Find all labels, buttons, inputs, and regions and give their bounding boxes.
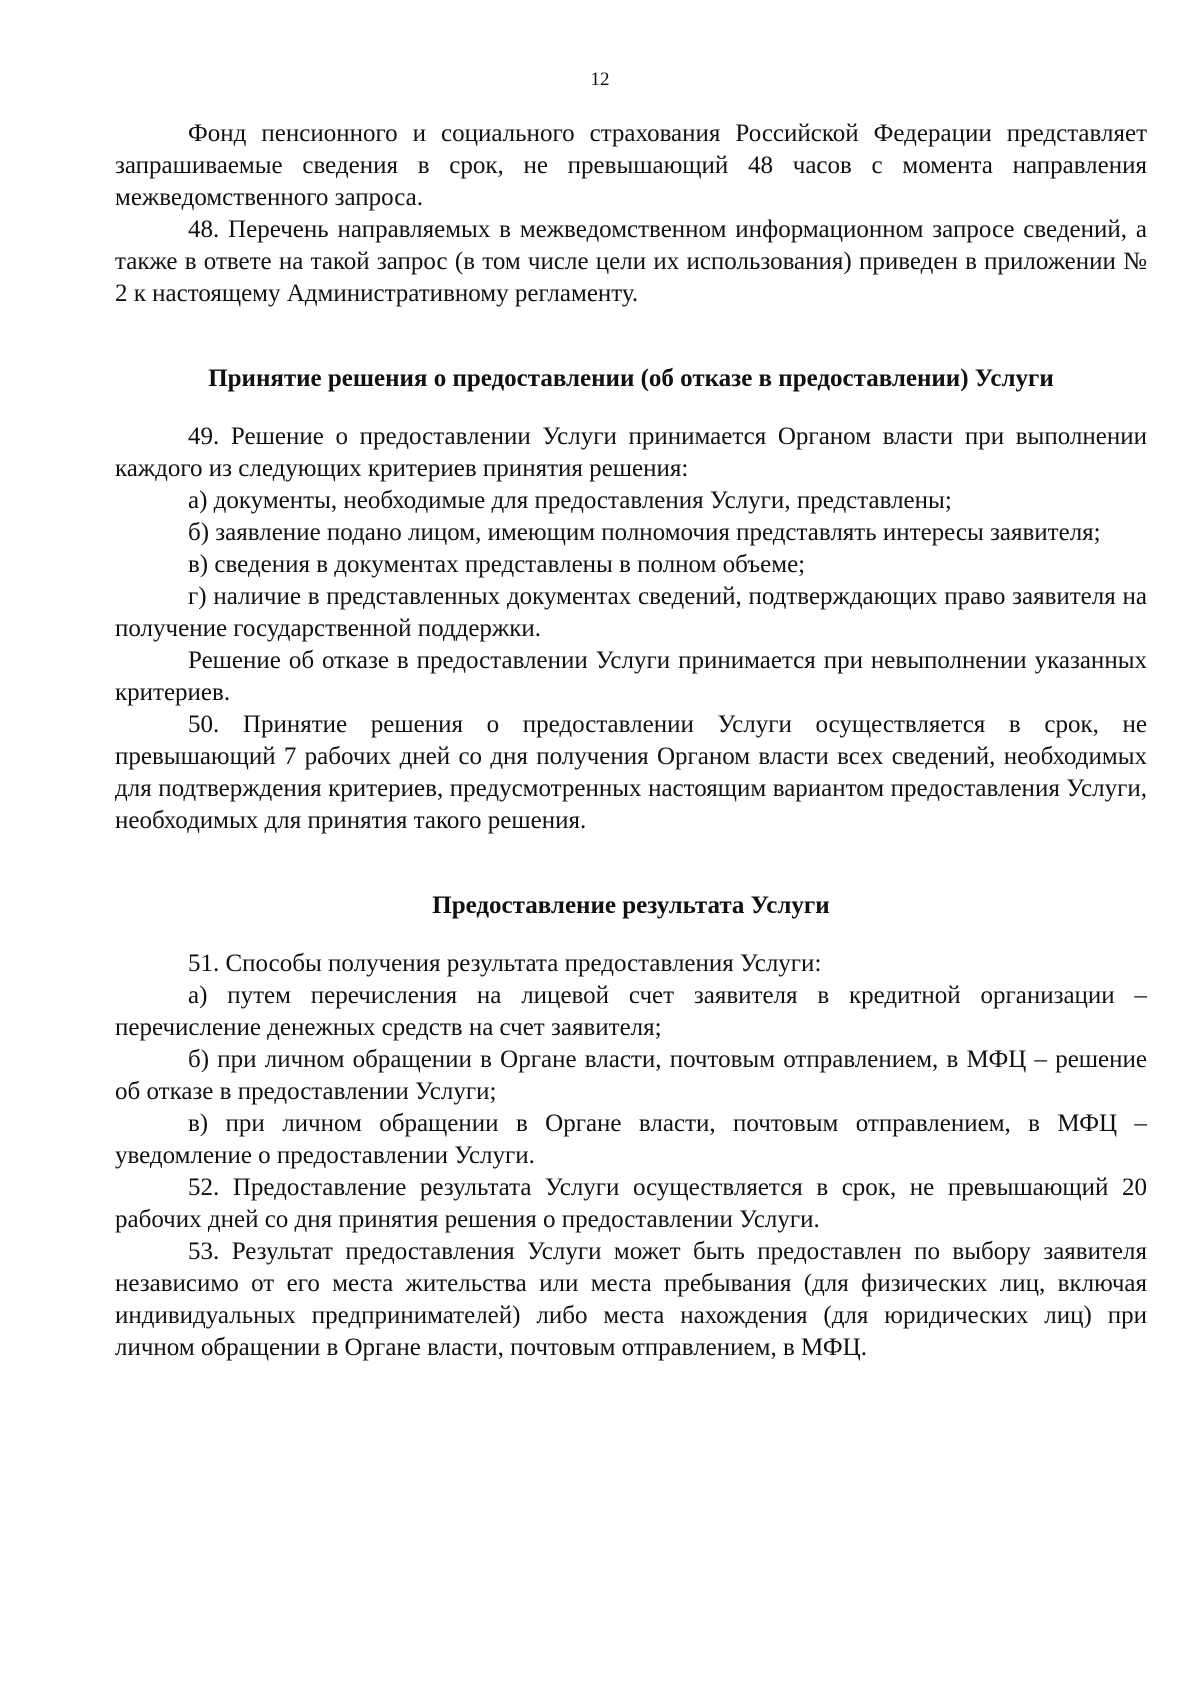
paragraph-51-v: в) при личном обращении в Органе власти, почтовым отправлением, в МФЦ – уведомление о предоставлении Услуги. [115,1110,1147,1169]
paragraph-50: 50. Принятие решения о предоставлении Услуги осуществляется в срок, не превышающий 7 рабочих дней со дня получения Органом власти всех сведений, необходимых для подтверждения критериев, предусмотренных настоящим вариантом предоставления Услуги, необходимых для принятия такого решения. [115,711,1147,834]
paragraph-51-b: б) при личном обращении в Органе власти, почтовым отправлением, в МФЦ – решение об отказе в предоставлении Услуги; [115,1046,1147,1105]
paragraph-51: 51. Способы получения результата предоставления Услуги: [188,950,822,977]
paragraph-52: 52. Предоставление результата Услуги осуществляется в срок, не превышающий 20 рабочих дней со дня принятия решения о предоставлении Услуги. [115,1174,1147,1233]
paragraph-49-v: в) сведения в документах представлены в полном объеме; [188,551,806,578]
paragraph-49-g: г) наличие в представленных документах сведений, подтверждающих право заявителя на получение государственной поддержки. [115,583,1147,642]
paragraph-51-a: а) путем перечисления на лицевой счет заявителя в кредитной организации – перечисление денежных средств на счет заявителя; [115,982,1147,1041]
paragraph-48: 48. Перечень направляемых в межведомственном информационном запросе сведений, а также в ответе на такой запрос (в том числе цели их использования) приведен в приложении № 2 к настоящему Административному регламенту. [115,216,1147,307]
page-number: 12 [590,69,610,90]
paragraph-refusal: Решение об отказе в предоставлении Услуги принимается при невыполнении указанных критериев. [115,647,1147,706]
paragraph-49: 49. Решение о предоставлении Услуги принимается Органом власти при выполнении каждого из следующих критериев принятия решения: [115,423,1147,482]
paragraph-53: 53. Результат предоставления Услуги может быть предоставлен по выбору заявителя независимо от его места жительства или места пребывания (для физических лиц, включая индивидуальных предпринимателей) либо места нахождения (для юридических лиц) при личном обращении в Органе власти, почтовым отправлением, в МФЦ. [115,1238,1147,1361]
paragraph-pension-fund: Фонд пенсионного и социального страхования Российской Федерации представляет запрашиваемые сведения в срок, не превышающий 48 часов с момента направления межведомственного запроса. [115,120,1147,211]
section-heading-decision: Принятие решения о предоставлении (об отказе в предоставлении) Услуги [208,365,1054,392]
section-heading-result: Предоставление результата Услуги [432,892,830,919]
paragraph-49-a: а) документы, необходимые для предоставления Услуги, представлены; [188,487,952,514]
document-body [115,118,1147,1364]
paragraph-49-b: б) заявление подано лицом, имеющим полномочия представлять интересы заявителя; [188,519,1101,546]
